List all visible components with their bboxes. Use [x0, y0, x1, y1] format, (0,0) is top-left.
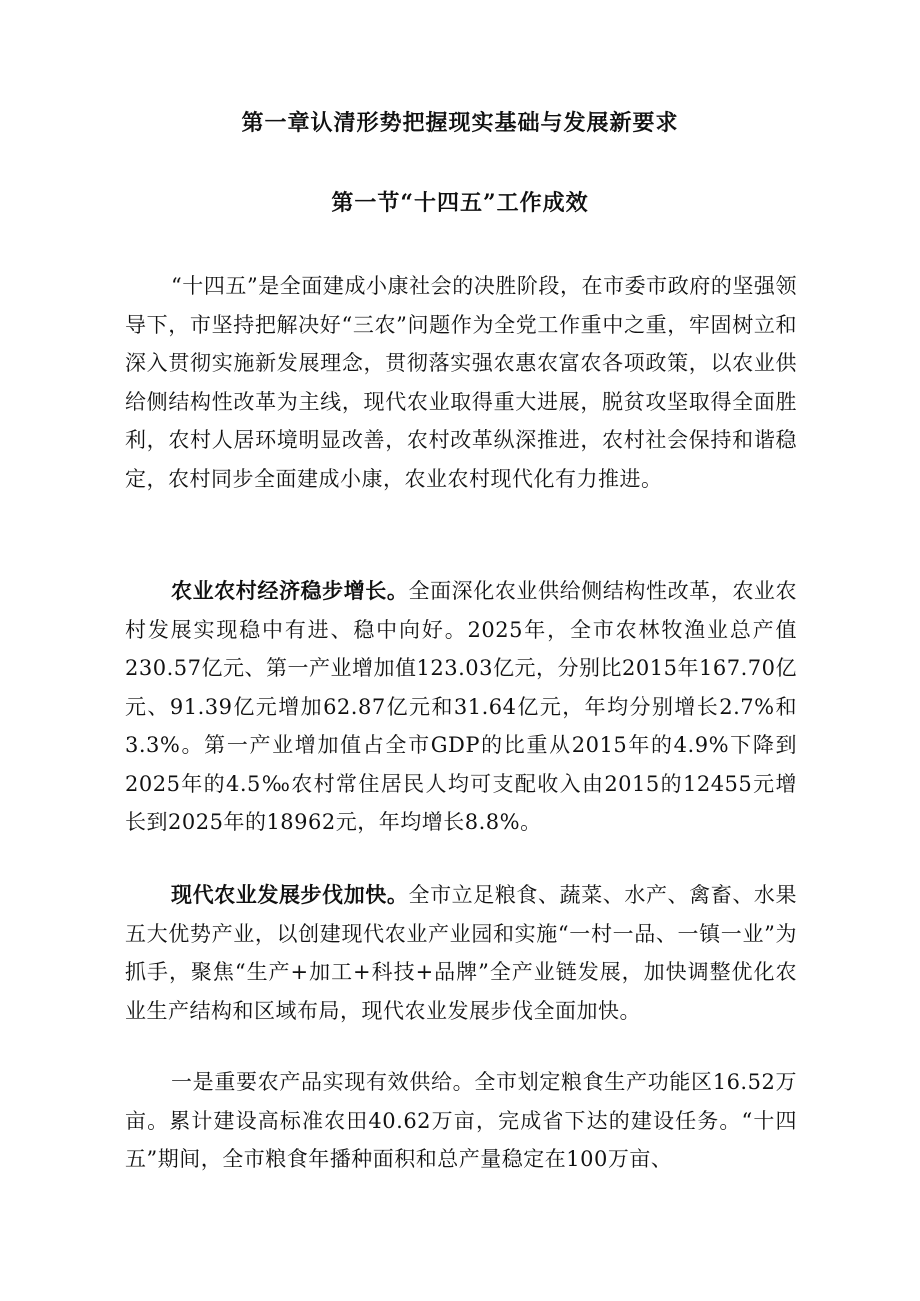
paragraph-economy — [125, 572, 797, 842]
paragraph-text: 全面深化农业供给侧结构性改革，农业农村发展实现稳中有进、稳中向好。2025年，全市农林牧渔业总产值230.57亿元、第一产业增加值123.03亿元，分别比2015年167.70亿元、91.39亿元增加62.87亿元和31.64亿元，年均分别增长2.7%和3.3%。第一产业增加值占全市GDP的比重从2015年的4.9%下降到2025年的4.5‰农村常住居民人均可支配收入由2015的12455元增长到2025年的18962元，年均增长8.8%。 — [125, 579, 798, 834]
paragraph-text: “十四五”是全面建成小康社会的决胜阶段，在市委市政府的坚强领导下，市坚持把解决好“三农”问题作为全党工作重中之重，牢固树立和深入贯彻实施新发展理念，贯彻落实强农惠农富农各项政策，以农业供给侧结构性改革为主线，现代农业取得重大进展，脱贫攻坚取得全面胜利，农村人居环境明显改善，农村改革纵深推进，农村社会保持和谐稳定，农村同步全面建成小康，农业农村现代化有力推进。 — [125, 274, 797, 491]
paragraph-text: 一是重要农产品实现有效供给。全市划定粮食生产功能区16.52万亩。累计建设高标准农田40.62万亩，完成省下达的建设任务。“十四五”期间，全市粮食年播种面积和总产量稳定在100万亩、 — [125, 1070, 797, 1171]
section-title: 第一节“十四五”工作成效 — [331, 190, 589, 216]
paragraph-lead: 农业农村经济稳步增长。 — [171, 578, 409, 603]
paragraph-text: 全市立足粮食、蔬菜、水产、禽畜、水果五大优势产业，以创建现代农业产业园和实施“一村一品、一镇一业”为抓手，聚焦“生产+加工+科技+品牌”全产业链发展，加快调整优化农业生产结构和区域布局，现代农业发展步伐全面加快。 — [125, 883, 798, 1023]
chapter-title: 第一章认清形势把握现实基础与发展新要求 — [241, 110, 679, 136]
paragraph-intro — [125, 267, 797, 498]
paragraph-supply — [125, 1063, 797, 1179]
paragraph-lead: 现代农业发展步伐加快。 — [171, 882, 409, 907]
paragraph-modern-agriculture — [125, 876, 797, 1030]
